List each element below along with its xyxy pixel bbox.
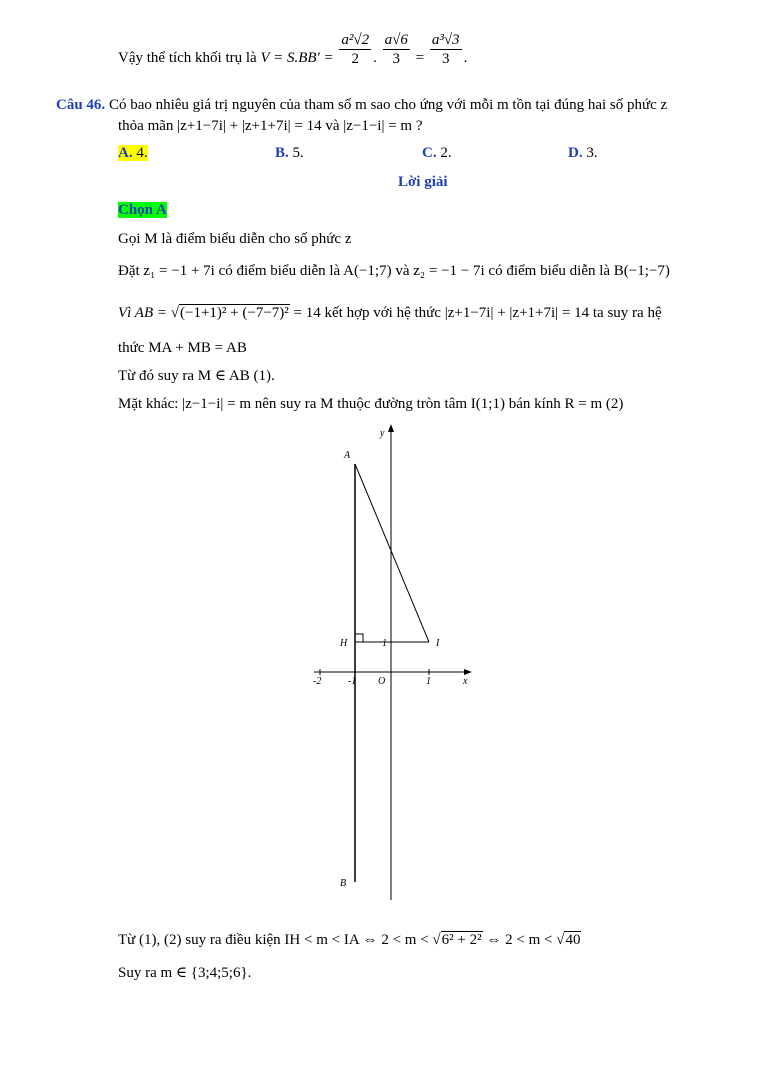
- fraction-1-denominator: 2: [351, 51, 359, 68]
- solution-line-2: Đặt z₁ = −1 + 7i có điểm biểu diễn là A(−1;7) và z₂ = −1 − 7i có điểm biểu diễn là B(−1;−7): [118, 263, 670, 279]
- solution-line-7-equiv: ⇔ 2 < m <: [486, 932, 553, 948]
- fraction-1: [339, 31, 371, 68]
- question-line-1: [56, 95, 667, 115]
- segment-ai: [355, 464, 429, 642]
- coordinate-figure: [300, 420, 500, 910]
- y-axis-arrow: [388, 424, 394, 432]
- option-a[interactable]: [118, 143, 148, 163]
- solution-line-4: thức MA + MB = AB: [118, 340, 247, 356]
- right-angle-mark: [355, 634, 363, 642]
- x-axis-label: x: [463, 676, 468, 687]
- option-b[interactable]: [275, 143, 304, 163]
- tick-label-m1: -1: [348, 676, 357, 687]
- option-a-letter: A.: [118, 145, 133, 161]
- solution-line-6: Mặt khác: |z−1−i| = m nên suy ra M thuộc đường tròn tâm I(1;1) bán kính R = m (2): [118, 396, 624, 412]
- option-d-letter: D.: [568, 145, 583, 161]
- question-number: Câu 46.: [56, 97, 106, 113]
- x-axis-arrow: [464, 669, 472, 675]
- fraction-3-denominator: 3: [441, 51, 450, 68]
- solution-line-5: Từ đó suy ra M ∈ AB (1).: [118, 368, 275, 384]
- option-a-value: 4.: [136, 145, 148, 161]
- prev-conclusion-text: Vậy thể tích khối trụ là: [118, 50, 257, 66]
- option-c-value: 2.: [440, 145, 452, 161]
- question-text-2: thỏa mãn |z+1−7i| + |z+1+7i| = 14 và |z−1−i| = m ?: [118, 118, 423, 134]
- point-h-label: H: [340, 638, 348, 649]
- question-line-2: [118, 116, 423, 136]
- option-c[interactable]: [422, 143, 452, 163]
- chosen-answer-label: Chọn A: [118, 202, 167, 218]
- origin-label: O: [378, 676, 386, 687]
- fraction-2: [383, 31, 410, 68]
- solution-line-3: Vì AB = √(−1+1)² + (−7−7)² = 14 kết hợp với hệ thức |z+1−7i| + |z+1+7i| = 14 ta suy ra hệ: [118, 305, 662, 321]
- option-d-value: 3.: [586, 145, 598, 161]
- solution-line-7-root-2: 40: [565, 932, 581, 948]
- y-axis-label: y: [380, 428, 385, 439]
- fraction-2-denominator: 3: [392, 51, 400, 68]
- chosen-answer: [118, 200, 167, 220]
- point-i-label: I: [436, 638, 440, 649]
- option-c-letter: C.: [422, 145, 437, 161]
- option-d[interactable]: [568, 143, 598, 163]
- solution-line-7-text: Từ (1), (2) suy ra điều kiện IH < m < IA ⇔ 2 < m <: [118, 932, 429, 948]
- solution-line-3-lhs: Vì AB =: [118, 305, 168, 321]
- solution-line-7: Từ (1), (2) suy ra điều kiện IH < m < IA ⇔ 2 < m < √6² + 2² ⇔ 2 < m < √40: [118, 932, 581, 948]
- solution-heading: Lời giải: [398, 174, 448, 190]
- fraction-3-numerator: a³√3: [431, 32, 460, 49]
- option-b-letter: B.: [275, 145, 289, 161]
- option-b-value: 5.: [292, 145, 304, 161]
- solution-line-7-root-1: 6² + 2²: [441, 932, 482, 948]
- solution-line-8: Suy ra m ∈ {3;4;5;6}.: [118, 965, 252, 981]
- tick-label-m2: -2: [313, 676, 322, 687]
- fraction-2-numerator: a√6: [384, 32, 408, 49]
- y-tick-label-1: 1: [382, 638, 387, 649]
- solution-line-1: Gọi M là điểm biểu diễn cho số phức z: [118, 231, 352, 247]
- fraction-1-numerator: a²√2: [341, 32, 370, 49]
- point-a-label: A: [344, 450, 351, 461]
- volume-formula-lhs: V = S.BB' =: [260, 50, 334, 66]
- solution-line-3-rest: = 14 kết hợp với hệ thức |z+1−7i| + |z+1+7i| = 14 ta suy ra hệ: [293, 305, 662, 321]
- point-b-label: B: [340, 878, 347, 889]
- prev-conclusion: Vậy thể tích khối trụ là V = S.BB' = $\frac{\text{a²√2}}{2}$ . $\frac{a√6}{3}$ = $\frac{\text{a³√3}}{3}$ .: [118, 32, 468, 68]
- solution-line-3-root: (−1+1)² + (−7−7)²: [180, 305, 289, 321]
- question-text-1: Có bao nhiêu giá trị nguyên của tham số m sao cho ứng với mỗi m tồn tại đúng hai số phức z: [108, 97, 668, 113]
- tick-label-1: 1: [426, 676, 431, 687]
- fraction-3: [430, 31, 462, 68]
